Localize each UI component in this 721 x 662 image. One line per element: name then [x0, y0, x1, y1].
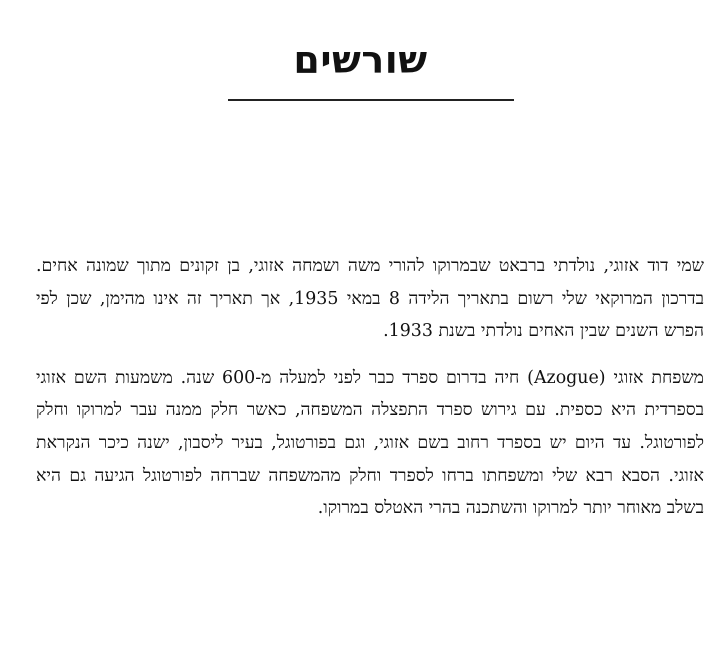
paragraph-2: משפחת אזוגי (Azogue) חיה בדרום ספרד כבר לפני למעלה מ-600 שנה. משמעות השם אזוגי בספרדית היא כספית. עם גירוש ספרד התפצלה המשפחה, כאשר חלק ממנה עבר למרוקו וחלק לפורטוגל. עד היום יש בספרד רחוב בשם אזוגי, וגם בפורטוגל, בעיר ליסבון, ישנה כיכר הנקראת אזוגי. הסבא רבא שלי ומשפחתו ברחו לספרד וחלק מהמשפחה שברחה לפורטוגל הגיעה גם היא בשלב מאוחר יותר למרוקו והשתכנה בהרי האטלס במרוקו. — [36, 367, 704, 519]
title-divider — [228, 99, 514, 101]
page-title: שורשים — [293, 38, 428, 82]
paragraph-1: שמי דוד אזוגי, נולדתי ברבאט שבמרוקו להורי משה ושמחה אזוגי, בן זקונים מתוך שמונה אחים. בדרכון המרוקאי שלי רשום בתאריך הלידה 8 במאי 1935, אך תאריך זה אינו מהימן, שכן לפי הפרש השנים שבין האחים נולדתי בשנת 1933. — [36, 256, 704, 342]
document-body — [36, 250, 704, 525]
